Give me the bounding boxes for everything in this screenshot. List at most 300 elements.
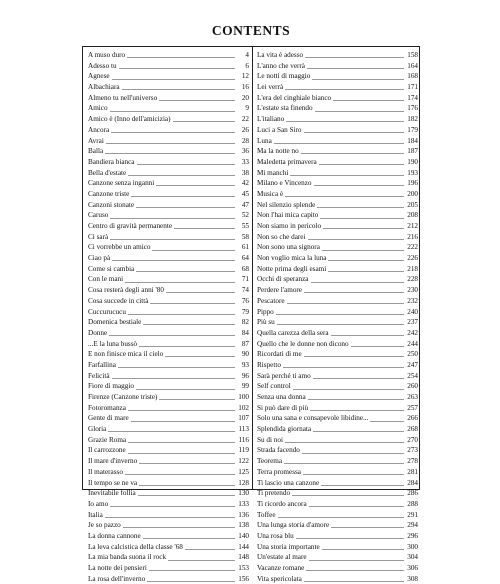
contents-entry [257, 178, 418, 189]
entry-title: La donna cannone [88, 531, 141, 540]
entry-page-number: 184 [407, 136, 418, 145]
entry-title: Caruso [88, 211, 109, 220]
contents-entry [257, 445, 418, 456]
dot-leader [301, 153, 404, 154]
dot-leader [137, 164, 236, 165]
dot-leader [304, 356, 404, 357]
contents-entry [257, 253, 418, 264]
dot-leader [315, 111, 404, 112]
dot-leader [125, 282, 235, 283]
dot-leader [284, 463, 404, 464]
contents-entry [257, 563, 418, 574]
contents-entry [257, 136, 418, 147]
entry-title: Cosa resterà degli anni '80 [88, 286, 164, 295]
entry-title: Con le mani [88, 275, 124, 284]
contents-entry [257, 317, 418, 328]
entry-page-number: 268 [407, 425, 418, 434]
dot-leader [314, 185, 404, 186]
entry-page-number: 254 [407, 371, 418, 380]
entry-page-number: 144 [238, 542, 249, 551]
entry-page-number: 22 [241, 115, 249, 124]
entry-page-number: 138 [238, 521, 249, 530]
entry-title: La rosa dell'inverno [88, 574, 146, 583]
dot-leader [106, 143, 235, 144]
entry-title: Lei verrà [257, 83, 284, 92]
entry-title: Balla [88, 147, 104, 156]
contents-entry [257, 392, 418, 403]
contents-entry [88, 456, 249, 467]
contents-entry [88, 371, 249, 382]
entry-page-number: 148 [238, 553, 249, 562]
entry-title: Teorema [257, 457, 283, 466]
dot-leader [139, 346, 235, 347]
contents-entry [88, 403, 249, 414]
contents-entry [88, 499, 249, 510]
dot-leader [122, 89, 235, 90]
entry-title: Strada facendo [257, 446, 300, 455]
contents-entry [88, 210, 249, 221]
entry-page-number: 222 [407, 243, 418, 252]
entry-page-number: 300 [407, 542, 418, 551]
entry-title: Canzone triste [88, 189, 130, 198]
dot-leader [308, 239, 405, 240]
dot-leader [287, 303, 404, 304]
contents-entry [257, 360, 418, 371]
contents-entry [88, 349, 249, 360]
entry-page-number: 232 [407, 296, 418, 305]
dot-leader [319, 164, 404, 165]
entry-title: Non siamo in pericolo [257, 222, 322, 230]
contents-entry [257, 114, 418, 125]
dot-leader [351, 346, 404, 347]
entry-page-number: 128 [238, 478, 249, 487]
contents-entry [88, 307, 249, 318]
contents-entry [257, 264, 418, 275]
contents-entry [257, 371, 418, 382]
contents-entry [257, 531, 418, 542]
entry-title: L'italiano [257, 115, 285, 124]
dot-leader [321, 485, 404, 486]
entry-title: Agnese [88, 72, 110, 81]
entry-title: Firenze (Canzone triste) [88, 393, 158, 401]
dot-leader [313, 378, 404, 379]
entry-page-number: 179 [407, 125, 418, 134]
entry-page-number: 237 [407, 318, 418, 327]
entry-title: ...E la luna bussò [88, 339, 138, 348]
entry-page-number: 133 [238, 499, 249, 508]
dot-leader [328, 260, 404, 261]
dot-leader [159, 399, 235, 400]
dot-leader [139, 485, 235, 486]
entry-page-number: 284 [407, 478, 418, 487]
entry-page-number: 294 [407, 521, 418, 530]
entry-title: Canzoni stonate [88, 200, 135, 209]
contents-entry [88, 61, 249, 72]
contents-entry [88, 574, 249, 584]
dot-leader [174, 228, 235, 229]
entry-page-number: 308 [407, 574, 418, 583]
contents-entry [88, 71, 249, 82]
dot-leader [105, 153, 235, 154]
contents-entry [257, 221, 418, 232]
dot-leader [136, 389, 235, 390]
contents-entry [88, 50, 249, 61]
entry-page-number: 208 [407, 211, 418, 220]
entry-title: Self control [257, 382, 291, 391]
entry-page-number: 71 [241, 275, 249, 284]
entry-page-number: 16 [241, 83, 249, 92]
contents-entry [88, 253, 249, 264]
dot-leader [110, 506, 235, 507]
entry-title: Un'estate al mare [257, 553, 307, 562]
entry-title: Felicità [88, 371, 110, 380]
contents-entry [88, 285, 249, 296]
entry-page-number: 270 [407, 435, 418, 444]
dot-leader [320, 218, 404, 219]
contents-entry [257, 168, 418, 179]
entry-title: Si può dare di più [257, 403, 309, 412]
entry-page-number: 119 [238, 446, 249, 455]
entry-page-number: 140 [238, 531, 249, 540]
dot-leader [303, 474, 404, 475]
entry-page-number: 190 [407, 157, 418, 166]
right-column [257, 50, 418, 584]
contents-entry [257, 307, 418, 318]
entry-page-number: 90 [241, 350, 249, 359]
entry-title: Luci a San Siro [257, 125, 302, 134]
entry-title: Amico è (Inno dell'amicizia) [88, 115, 171, 124]
entry-page-number: 242 [407, 328, 418, 337]
dot-leader [276, 314, 404, 315]
entry-page-number: 9 [245, 104, 249, 113]
dot-leader [127, 57, 235, 58]
entry-page-number: 42 [241, 179, 249, 188]
entry-page-number: 278 [407, 457, 418, 466]
entry-title: Ti ricordo ancora [257, 499, 307, 508]
contents-entry [257, 520, 418, 531]
contents-entry [88, 274, 249, 285]
dot-leader [311, 282, 405, 283]
entry-page-number: 212 [407, 222, 418, 230]
contents-entry [88, 317, 249, 328]
dot-leader [131, 421, 235, 422]
entry-page-number: 187 [407, 147, 418, 156]
entry-page-number: 281 [407, 467, 418, 476]
entry-title: Ancora [88, 125, 110, 134]
contents-entry [88, 542, 249, 553]
entry-page-number: 153 [238, 564, 249, 572]
dot-leader [322, 250, 404, 251]
dot-leader [139, 463, 235, 464]
contents-entry [257, 349, 418, 360]
contents-entry [88, 178, 249, 189]
column-divider [252, 47, 253, 489]
entry-title: Fiore di maggio [88, 382, 134, 391]
entry-page-number: 304 [407, 553, 418, 562]
entry-page-number: 228 [407, 275, 418, 284]
entry-page-number: 99 [241, 382, 249, 391]
dot-leader [128, 410, 235, 411]
dot-leader [105, 517, 235, 518]
dot-leader [119, 68, 235, 69]
contents-entry [88, 93, 249, 104]
entry-title: Ma la notte no [257, 147, 299, 156]
entry-page-number: 68 [241, 264, 249, 273]
contents-entry [88, 82, 249, 93]
entry-title: Sarà perché ti amo [257, 371, 311, 380]
contents-entry [257, 328, 418, 339]
entry-page-number: 74 [241, 286, 249, 295]
contents-entry [88, 114, 249, 125]
entry-page-number: 36 [241, 147, 249, 156]
entry-title: Cuccurucucu [88, 307, 126, 316]
contents-entry [257, 125, 418, 136]
entry-page-number: 176 [407, 104, 418, 113]
entry-page-number: 296 [407, 531, 418, 540]
entry-title: Solo una sana e consapevole libidine... [257, 414, 369, 423]
contents-entry [88, 360, 249, 371]
entry-page-number: 216 [407, 232, 418, 241]
dot-leader [112, 260, 235, 261]
contents-entry [88, 520, 249, 531]
entry-page-number: 113 [238, 425, 249, 434]
entry-page-number: 45 [241, 189, 249, 198]
entry-title: Domenica bestiale [88, 318, 142, 327]
entry-title: Je so pazzo [88, 521, 121, 530]
entry-title: L'estate sta finendo [257, 104, 313, 113]
entry-page-number: 125 [238, 467, 249, 476]
entry-title: Non so che darei [257, 232, 306, 241]
contents-entry [88, 339, 249, 350]
dot-leader [274, 143, 404, 144]
entry-title: Il tempo se ne va [88, 478, 138, 487]
entry-page-number: 130 [238, 489, 249, 498]
contents-entry [257, 478, 418, 489]
dot-leader [110, 218, 235, 219]
dot-leader [323, 228, 404, 229]
entry-title: Amico [88, 104, 108, 113]
dot-leader [285, 196, 404, 197]
dot-leader [118, 367, 235, 368]
contents-entry [257, 157, 418, 168]
dot-leader [328, 271, 404, 272]
contents-entry [88, 328, 249, 339]
entry-title: Quella carezza della sera [257, 328, 329, 337]
dot-leader [112, 79, 235, 80]
dot-leader [112, 378, 235, 379]
contents-entry [257, 242, 418, 253]
entry-page-number: 226 [407, 254, 418, 263]
entry-page-number: 273 [407, 446, 418, 455]
entry-title: Fotoromanza [88, 403, 126, 412]
dot-leader [111, 132, 235, 133]
dot-leader [143, 538, 235, 539]
entry-page-number: 193 [407, 168, 418, 177]
entry-page-number: 266 [407, 414, 418, 423]
dot-leader [125, 474, 235, 475]
entry-title: Gente di mare [88, 414, 129, 423]
dot-leader [309, 560, 404, 561]
dot-leader [136, 207, 235, 208]
entry-page-number: 230 [407, 286, 418, 295]
entry-title: Rispetto [257, 360, 281, 369]
dot-leader [292, 495, 404, 496]
dot-leader [304, 581, 404, 582]
entry-page-number: 28 [241, 136, 249, 145]
entry-page-number: 102 [238, 403, 249, 412]
entry-title: Una rosa blu [257, 531, 294, 540]
entry-title: Canzone senza inganni [88, 179, 155, 188]
dot-leader [143, 324, 235, 325]
entry-page-number: 76 [241, 296, 249, 305]
entry-page-number: 55 [241, 222, 249, 230]
contents-entry [257, 542, 418, 553]
entry-page-number: 247 [407, 360, 418, 369]
contents-entry [88, 221, 249, 232]
entry-page-number: 61 [241, 243, 249, 252]
entry-title: Luna [257, 136, 272, 145]
entry-title: A muso duro [88, 51, 126, 59]
entry-title: Milano e Vincenzo [257, 179, 312, 188]
contents-entry [88, 189, 249, 200]
contents-entry [257, 200, 418, 211]
entry-title: Avrai [88, 136, 104, 145]
contents-entry [88, 488, 249, 499]
entry-page-number: 82 [241, 318, 249, 327]
dot-leader [110, 239, 235, 240]
dot-leader [128, 453, 235, 454]
entry-page-number: 26 [241, 125, 249, 134]
dot-leader [173, 121, 235, 122]
contents-entry [88, 232, 249, 243]
entry-title: Musica è [257, 189, 284, 198]
contents-entry [257, 274, 418, 285]
entry-title: Toffee [257, 510, 276, 519]
entry-page-number: 6 [245, 61, 249, 70]
entry-title: Su di noi [257, 435, 283, 444]
entry-title: Io amo [88, 499, 109, 508]
contents-entry [257, 499, 418, 510]
entry-page-number: 107 [238, 414, 249, 423]
dot-leader [147, 581, 235, 582]
entry-page-number: 20 [241, 93, 249, 102]
entry-title: Il mare d'inverno [88, 457, 138, 466]
entry-title: L'era del cinghiale bianco [257, 93, 332, 102]
contents-table [82, 46, 420, 583]
entry-page-number: 174 [407, 93, 418, 102]
contents-entry [257, 296, 418, 307]
entry-title: Adesso tu [88, 61, 117, 70]
dot-leader [128, 442, 235, 443]
contents-entry [257, 232, 418, 243]
entry-page-number: 218 [407, 264, 418, 273]
dot-leader [149, 570, 235, 571]
entry-page-number: 4 [245, 51, 249, 59]
contents-entry [88, 413, 249, 424]
entry-title: Farfallina [88, 360, 116, 369]
entry-page-number: 93 [241, 360, 249, 369]
contents-entry [88, 103, 249, 114]
contents-entry [88, 381, 249, 392]
entry-page-number: 250 [407, 350, 418, 359]
entry-title: Inevitabile follia [88, 489, 136, 498]
dot-leader [131, 196, 235, 197]
entry-title: Non voglio mica la luna [257, 254, 327, 263]
dot-leader [285, 89, 404, 90]
entry-page-number: 87 [241, 339, 249, 348]
dot-leader [185, 549, 235, 550]
entry-title: La mia banda suona il rock [88, 553, 167, 562]
dot-leader [317, 207, 404, 208]
entry-page-number: 100 [238, 393, 249, 401]
entry-page-number: 38 [241, 168, 249, 177]
contents-entry [257, 510, 418, 521]
entry-page-number: 136 [238, 510, 249, 519]
contents-entry [257, 103, 418, 114]
contents-entry [88, 435, 249, 446]
entry-page-number: 33 [241, 157, 249, 166]
dot-leader [309, 506, 404, 507]
dot-leader [304, 292, 404, 293]
dot-leader [128, 175, 235, 176]
dot-leader [109, 335, 235, 336]
contents-entry [257, 61, 418, 72]
entry-title: Maledetta primavera [257, 157, 317, 166]
dot-leader [312, 79, 404, 80]
entry-page-number: 156 [238, 574, 249, 583]
dot-leader [286, 121, 404, 122]
entry-title: Il materasso [88, 467, 123, 476]
entry-page-number: 64 [241, 254, 249, 263]
dot-leader [313, 431, 404, 432]
entry-page-number: 244 [407, 339, 418, 348]
entry-page-number: 79 [241, 307, 249, 316]
entry-title: Donne [88, 328, 108, 337]
contents-entry [257, 488, 418, 499]
entry-page-number: 182 [407, 115, 418, 124]
contents-entry [257, 381, 418, 392]
dot-leader [156, 185, 235, 186]
entry-title: Non l'hai mica capito [257, 211, 319, 220]
dot-leader [278, 517, 404, 518]
entry-title: Occhi di speranza [257, 275, 309, 284]
entry-title: Vita spericolata [257, 574, 302, 583]
entry-title: Terra promessa [257, 467, 301, 476]
entry-title: La vita è adesso [257, 51, 304, 59]
entry-title: Gloria [88, 425, 107, 434]
contents-entry [88, 264, 249, 275]
dot-leader [123, 527, 235, 528]
entry-page-number: 158 [407, 51, 418, 59]
entry-title: Centro di gravità permanente [88, 222, 173, 230]
contents-entry [257, 435, 418, 446]
dot-leader [168, 560, 235, 561]
entry-title: Ricordati di me [257, 350, 302, 359]
dot-leader [138, 495, 235, 496]
contents-entry [88, 552, 249, 563]
contents-entry [257, 403, 418, 414]
entry-page-number: 58 [241, 232, 249, 241]
entry-page-number: 84 [241, 328, 249, 337]
contents-entry [88, 392, 249, 403]
contents-entry [88, 510, 249, 521]
entry-title: Grazie Roma [88, 435, 127, 444]
entry-page-number: 168 [407, 72, 418, 81]
entry-title: Ci vorrebbe un amico [88, 243, 151, 252]
dot-leader [285, 442, 404, 443]
dot-leader [296, 538, 404, 539]
contents-entry [88, 125, 249, 136]
